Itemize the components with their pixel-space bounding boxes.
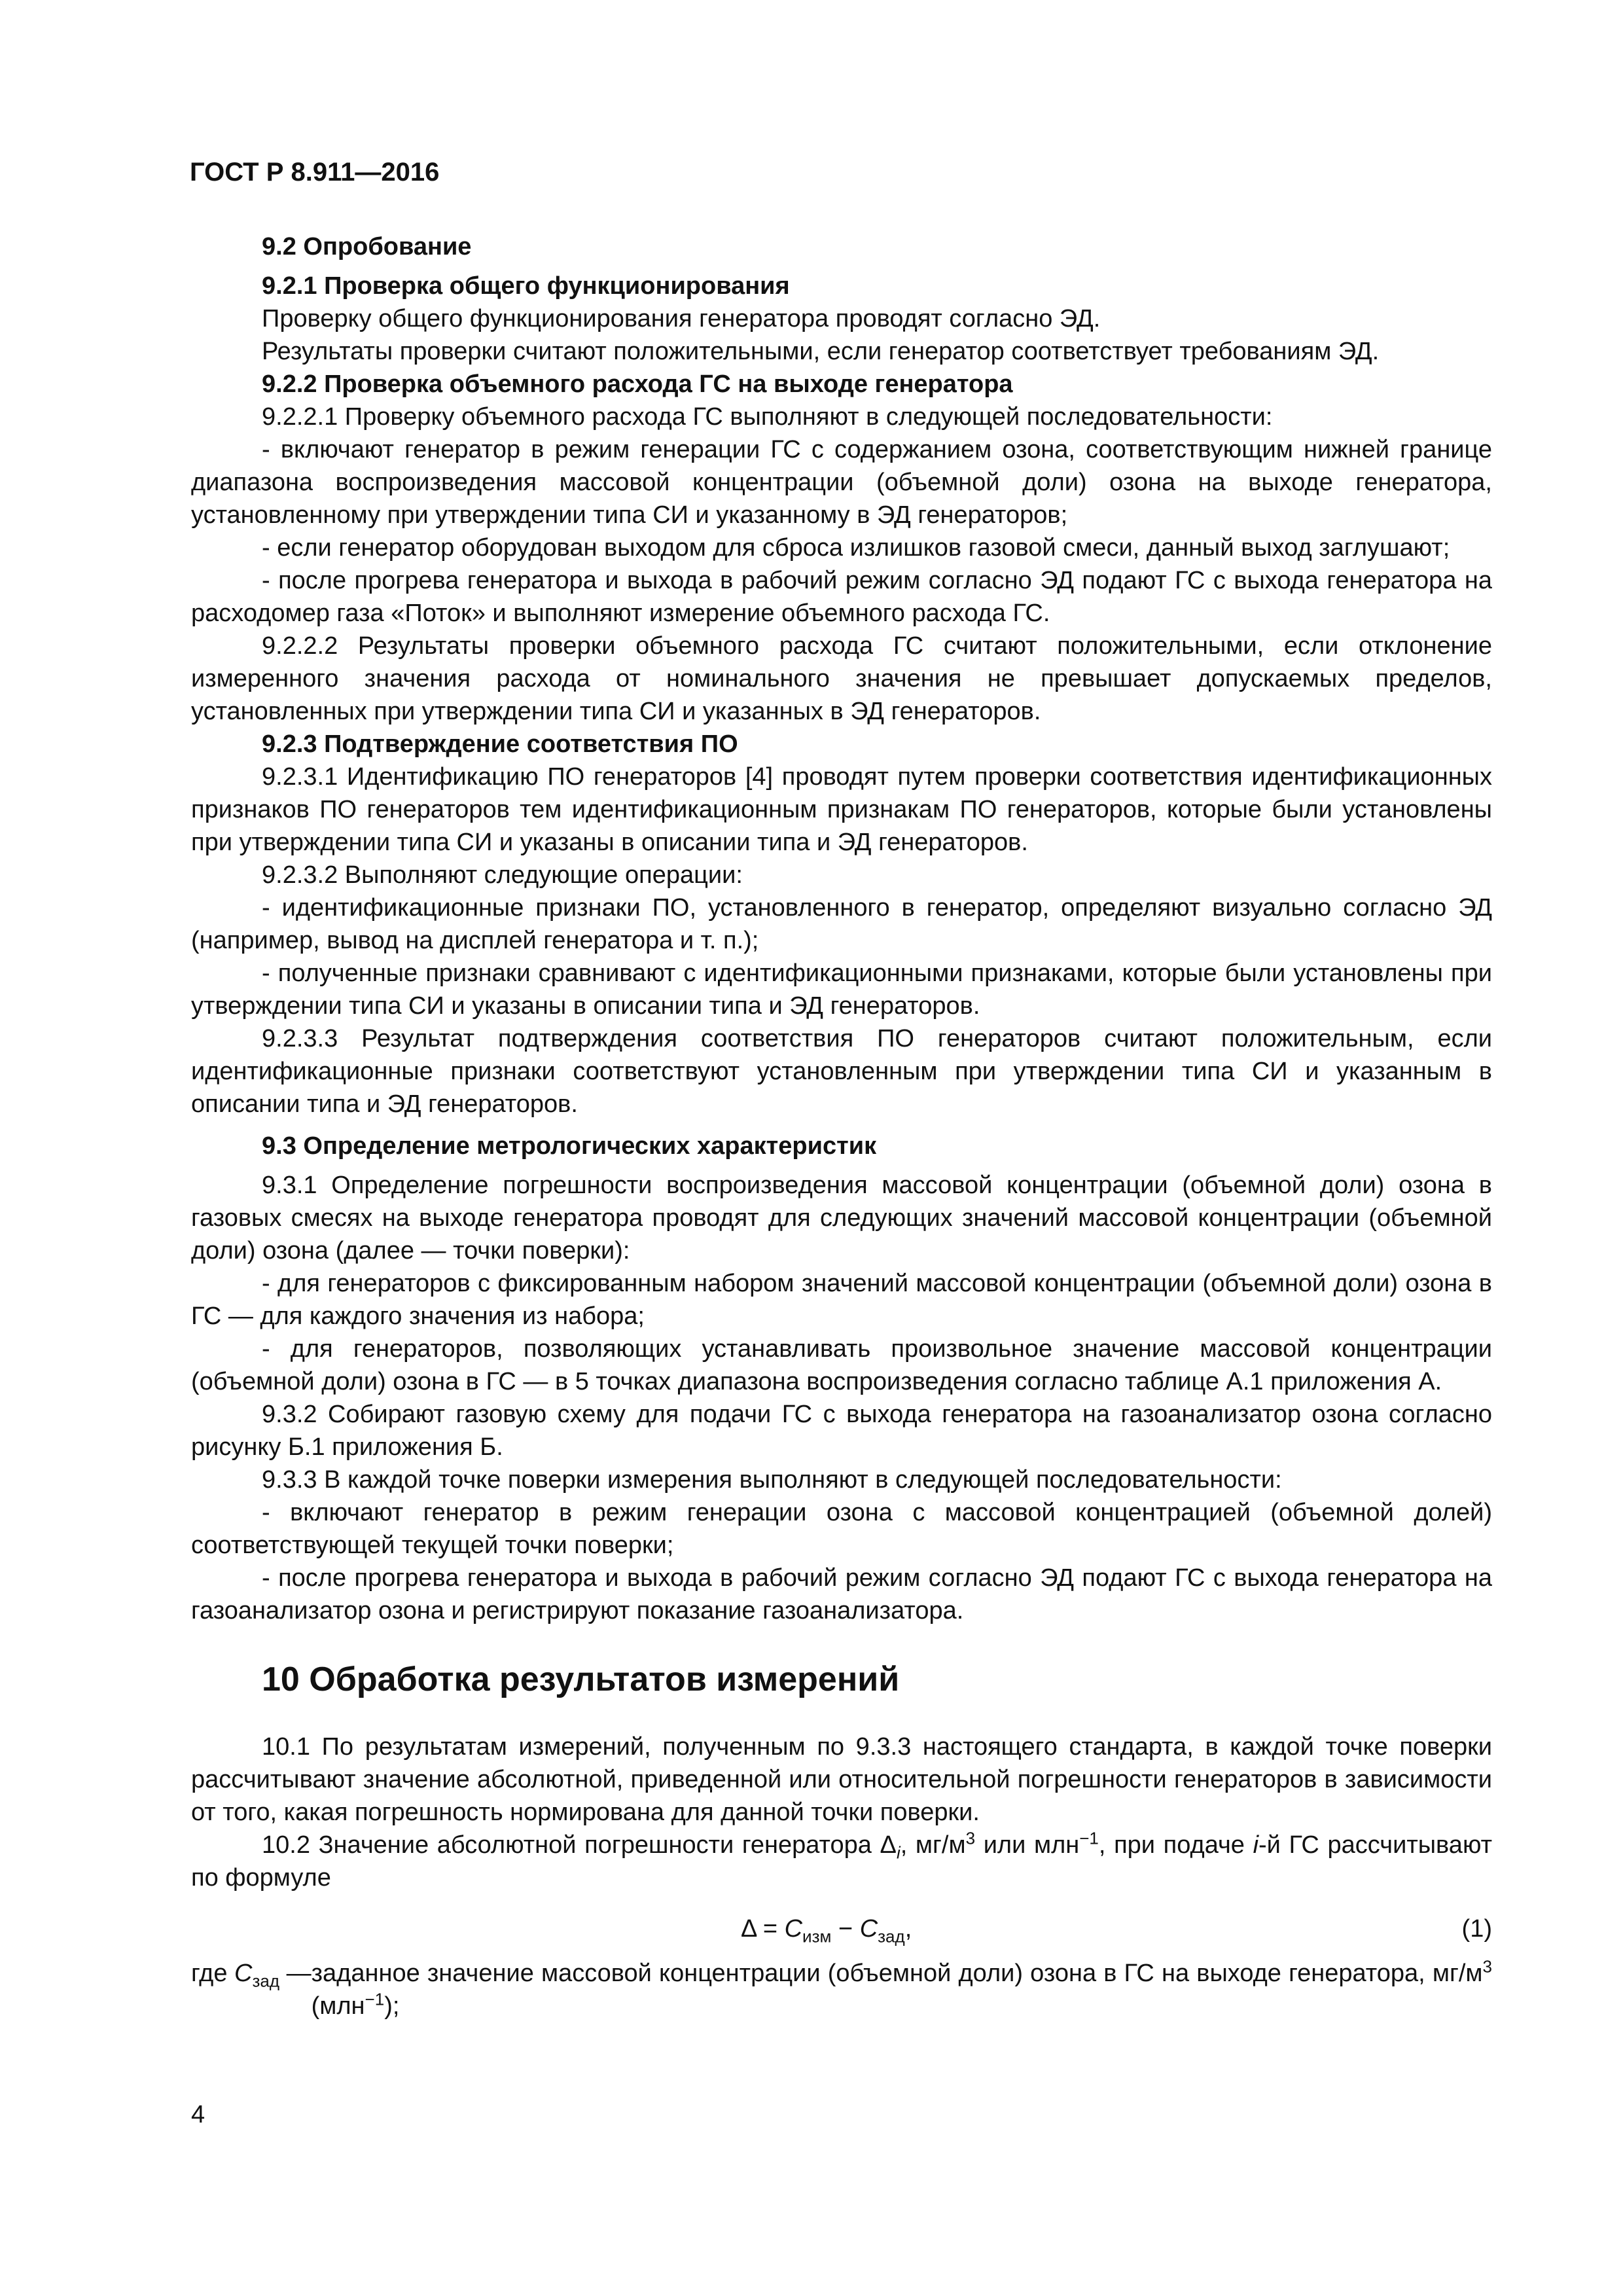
section-9-2-1-heading: 9.2.1 Проверка общего функционирования bbox=[262, 272, 790, 300]
legend-sub: зад bbox=[252, 1971, 280, 1991]
section-10-heading: 10 Обработка результатов измерений bbox=[262, 1660, 900, 1698]
list-item: - после прогрева генератора и выхода в рабочий режим согласно ЭД подают ГС с выхода генератора на расходомер газа «Поток» и выполняют измерение объемного расхода ГС. bbox=[191, 567, 1492, 627]
formula-lhs: Δ = bbox=[741, 1915, 785, 1943]
legend-var-c: C bbox=[234, 1960, 253, 1987]
paragraph: 10.1 По результатам измерений, полученным по 9.3.3 настоящего стандарта, в каждой точке поверки рассчитывают значение абсолютной, приведенной или относительной погрешности генераторов в зависимости от того, какая погрешность нормирована для данной точки поверки. bbox=[191, 1733, 1492, 1826]
paragraph: Проверку общего функционирования генератора проводят согласно ЭД. bbox=[262, 305, 1101, 332]
section-9-3-heading: 9.3 Определение метрологических характеристик bbox=[262, 1132, 877, 1160]
text: , при подаче bbox=[1098, 1831, 1253, 1859]
list-item: - после прогрева генератора и выхода в рабочий режим согласно ЭД подают ГС с выхода генератора на газоанализатор озона и регистрируют показание газоанализатора. bbox=[191, 1564, 1492, 1624]
formula-legend bbox=[191, 1957, 1492, 2022]
superscript: 3 bbox=[965, 1828, 976, 1848]
formula-var-c: C bbox=[859, 1915, 878, 1943]
formula-end: , bbox=[904, 1915, 912, 1943]
legend-text: ); bbox=[384, 1992, 400, 2020]
list-item: - если генератор оборудован выходом для сброса излишков газовой смеси, данный выход заглушают; bbox=[262, 534, 1450, 562]
superscript: −1 bbox=[1079, 1828, 1099, 1848]
page-content bbox=[191, 230, 1492, 2022]
paragraph-10-2 bbox=[191, 1829, 1492, 1894]
paragraph: 9.3.2 Собирают газовую схему для подачи ГС с выхода генератора на газоанализатор озона согласно рисунку Б.1 приложения Б. bbox=[191, 1401, 1492, 1461]
paragraph: 9.2.3.3 Результат подтверждения соответствия ПО генераторов считают положительным, если идентификационные признаки соответствуют установленным при утверждении типа СИ и указанным в описании типа и ЭД генераторов. bbox=[191, 1025, 1492, 1118]
legend-dash: — bbox=[279, 1960, 312, 1987]
formula-expression bbox=[741, 1912, 912, 1945]
paragraph: Результаты проверки считают положительными, если генератор соответствует требованиям ЭД. bbox=[262, 338, 1380, 365]
list-item: - идентификационные признаки ПО, установленного в генератор, определяют визуально согласно ЭД (например, вывод на дисплей генератора и т. п.); bbox=[191, 894, 1492, 954]
formula-number: (1) bbox=[1461, 1915, 1492, 1943]
legend-lead: где bbox=[191, 1960, 235, 1987]
page-number: 4 bbox=[191, 2101, 205, 2128]
section-9-2-2-heading: 9.2.2 Проверка объемного расхода ГС на выходе генератора bbox=[262, 370, 1013, 398]
formula-minus: − bbox=[831, 1915, 860, 1943]
legend-term bbox=[191, 1957, 312, 2022]
text: , мг/м bbox=[900, 1831, 966, 1859]
running-header: ГОСТ Р 8.911—2016 bbox=[190, 158, 440, 187]
legend-text: (млн bbox=[311, 1992, 365, 2020]
italic-i: i bbox=[1253, 1831, 1259, 1859]
paragraph: 9.3.1 Определение погрешности воспроизведения массовой концентрации (объемной доли) озона в газовых смесях на выходе генератора проводят для следующих значений массовой концентрации (объемной доли) озона (далее — точки поверки): bbox=[191, 1172, 1492, 1265]
paragraph: 9.2.3.1 Идентификацию ПО генераторов [4] проводят путем проверки соответствия идентификационных признаков ПО генераторов тем идентификационным признакам ПО генераторов, которые были установлены при утверждении типа СИ и указаны в описании типа и ЭД генераторов. bbox=[191, 763, 1492, 856]
formula-sub-zad: зад bbox=[878, 1926, 905, 1946]
paragraph: 9.2.3.2 Выполняют следующие операции: bbox=[262, 861, 743, 889]
list-item: - включают генератор в режим генерации озона с массовой концентрацией (объемной долей) соответствующей текущей точки поверки; bbox=[191, 1499, 1492, 1559]
paragraph: 9.2.2.1 Проверку объемного расхода ГС выполняют в следующей последовательности: bbox=[262, 403, 1273, 431]
subscript-i: i bbox=[896, 1842, 901, 1863]
legend-text: заданное значение массовой концентрации (объемной доли) озона в ГС на выходе генератора, мг/м bbox=[311, 1960, 1483, 1987]
section-9-2-3-heading: 9.2.3 Подтверждение соответствия ПО bbox=[262, 730, 738, 758]
list-item: - полученные признаки сравнивают с идентификационными признаками, которые были установлены при утверждении типа СИ и указаны в описании типа и ЭД генераторов. bbox=[191, 960, 1492, 1020]
paragraph: 9.2.2.2 Результаты проверки объемного расхода ГС считают положительными, если отклонение измеренного значения расхода от номинального значения не превышает допускаемых пределов, установленных при утверждении типа СИ и указанных в ЭД генераторов. bbox=[191, 632, 1492, 725]
superscript: −1 bbox=[365, 1989, 385, 2009]
list-item: - для генераторов с фиксированным набором значений массовой концентрации (объемной доли) озона в ГС — для каждого значения из набора; bbox=[191, 1270, 1492, 1330]
formula-var-c: C bbox=[784, 1915, 803, 1943]
text: 10.2 Значение абсолютной погрешности генератора Δ bbox=[262, 1831, 897, 1859]
list-item: - для генераторов, позволяющих устанавливать произвольное значение массовой концентрации (объемной доли) озона в ГС — в 5 точках диапазона воспроизведения согласно таблице А.1 приложения А. bbox=[191, 1335, 1492, 1395]
formula-1 bbox=[191, 1906, 1492, 1953]
paragraph: 9.3.3 В каждой точке поверки измерения выполняют в следующей последовательности: bbox=[262, 1466, 1282, 1494]
list-item: - включают генератор в режим генерации ГС с содержанием озона, соответствующим нижней границе диапазона воспроизведения массовой концентрации (объемной доли) озона на выходе генератора, установленному при утверждении типа СИ и указанному в ЭД генераторов; bbox=[191, 436, 1492, 529]
formula-sub-izm: изм bbox=[802, 1926, 832, 1946]
text: или млн bbox=[975, 1831, 1080, 1859]
legend-description bbox=[312, 1957, 1492, 2022]
superscript: 3 bbox=[1482, 1956, 1492, 1977]
text: -й ГС рассчитывают по формуле bbox=[191, 1831, 1493, 1892]
section-9-2-heading: 9.2 Опробование bbox=[262, 233, 472, 260]
